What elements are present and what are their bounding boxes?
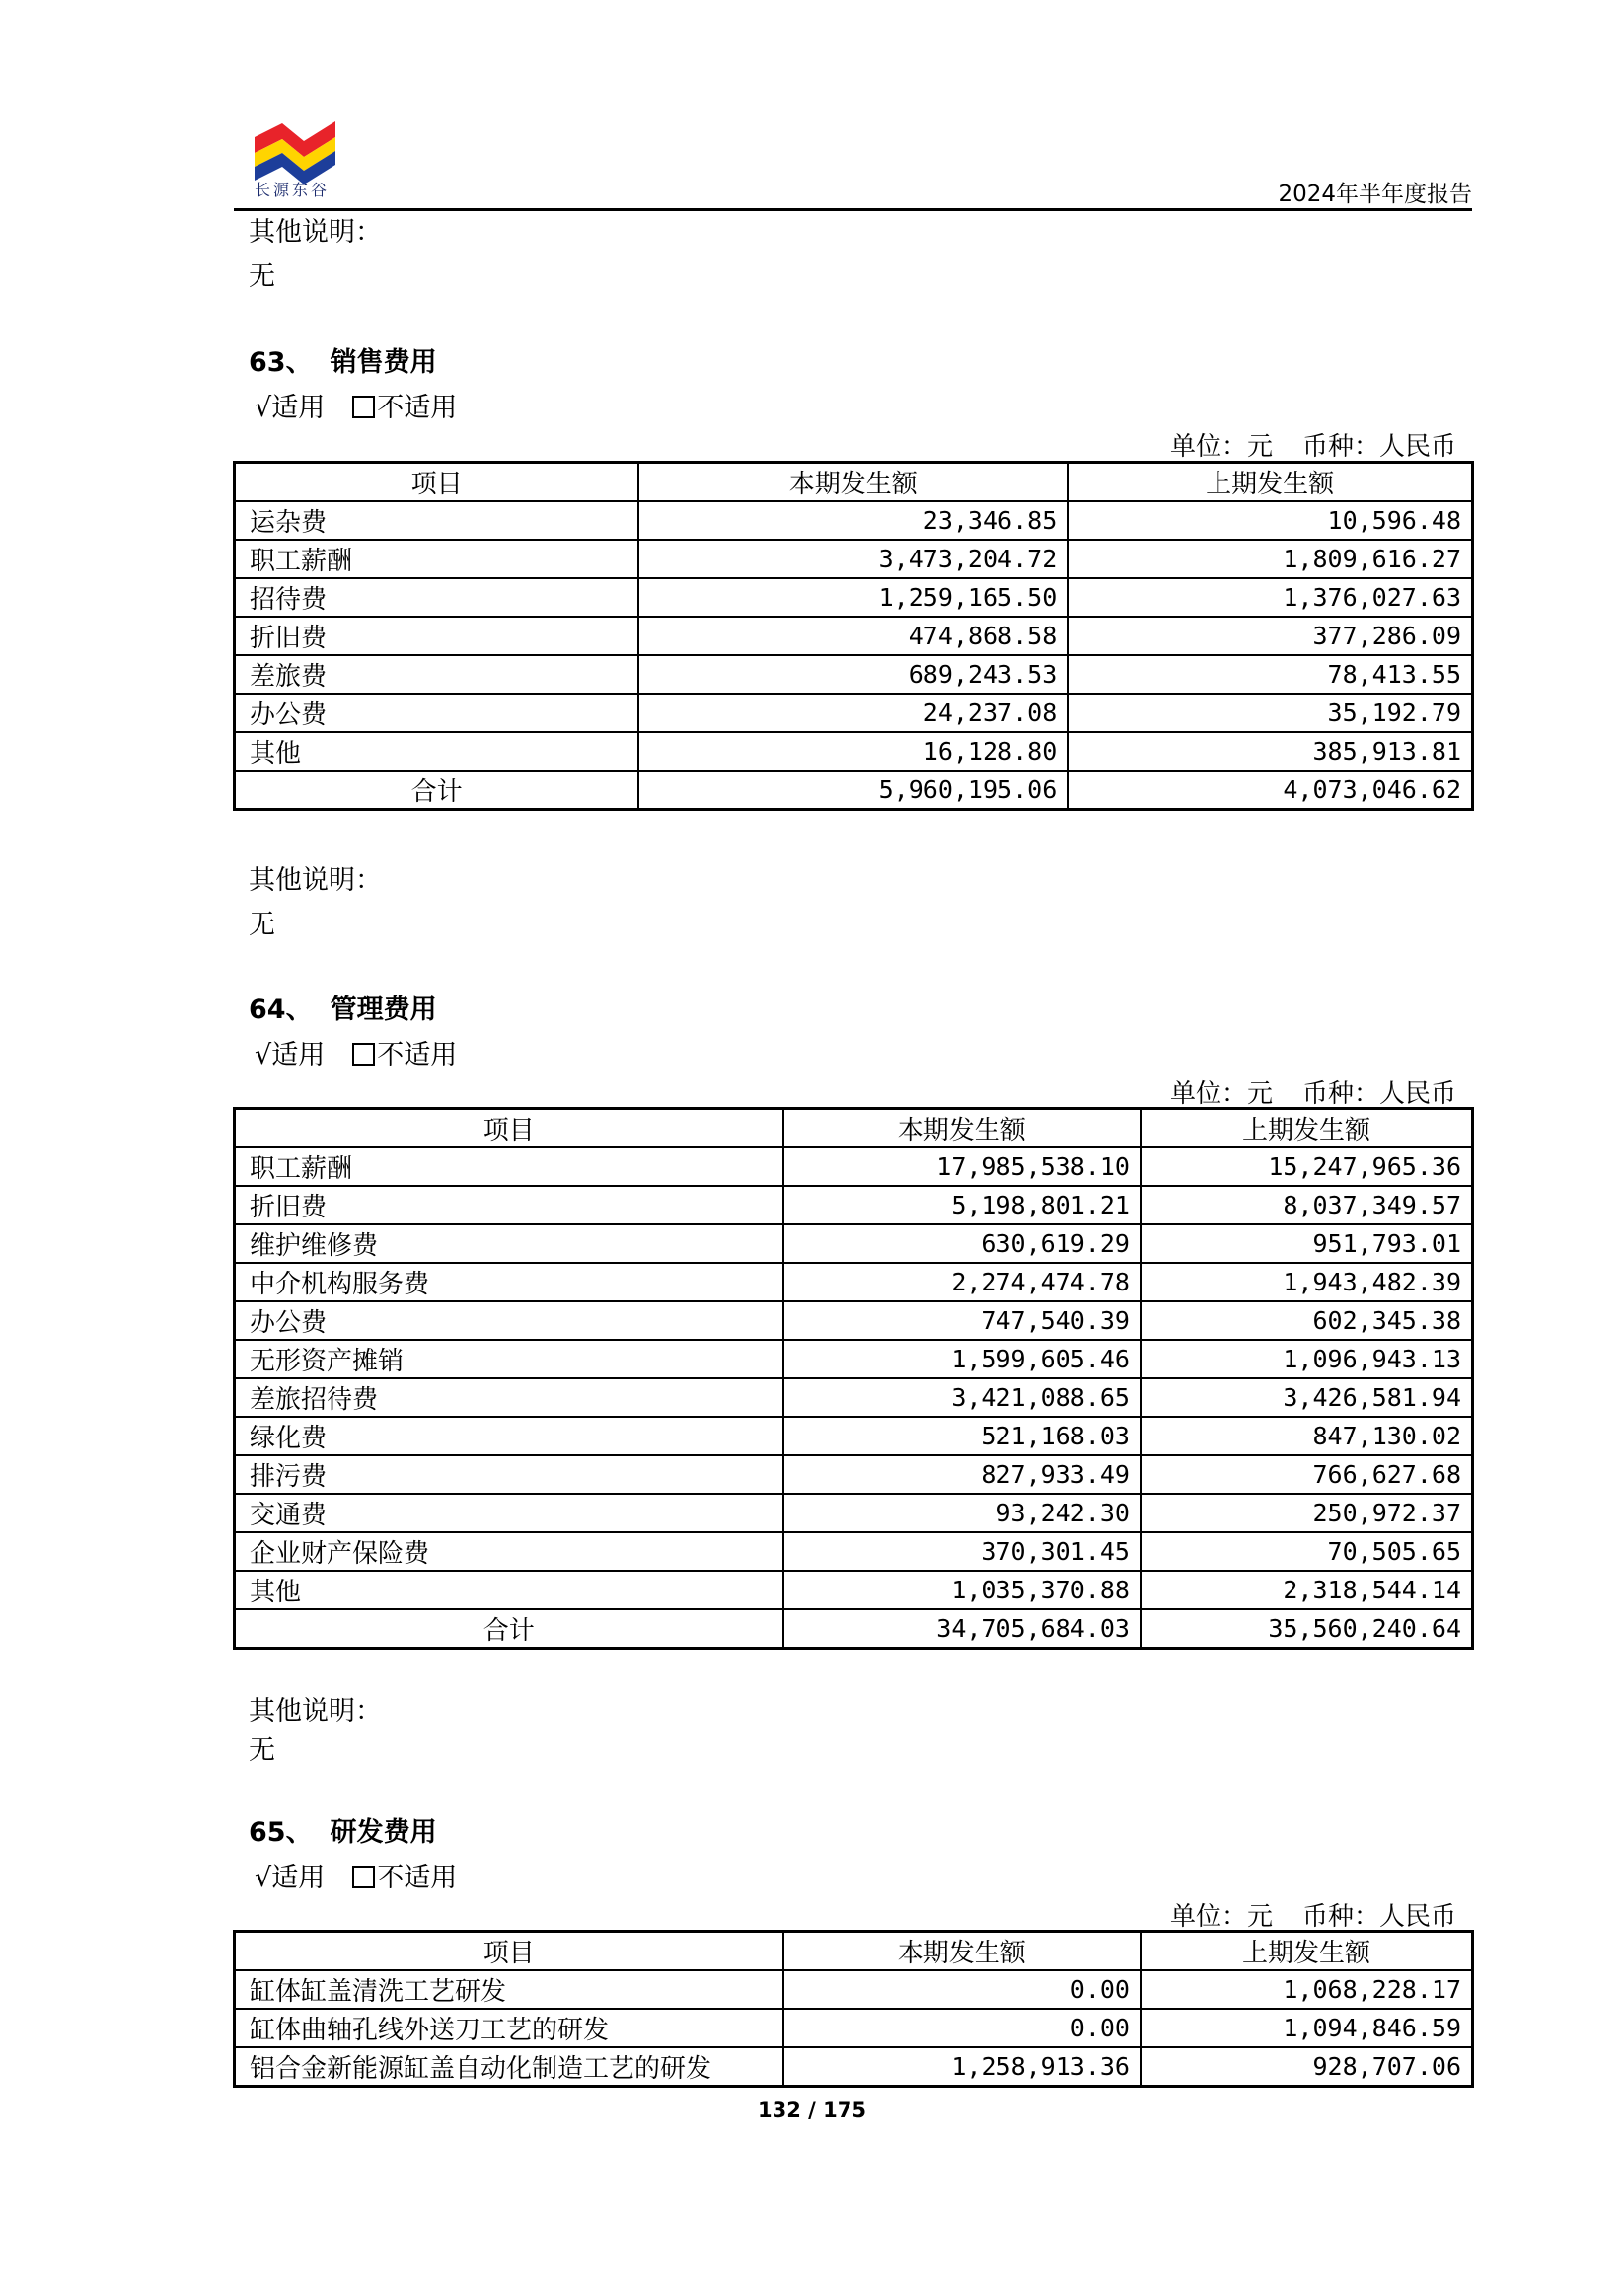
report-title: 2024年半年度报告 [1278,182,1472,207]
applicable-option: √适用 [255,1040,326,1070]
table-row [235,1263,1473,1301]
current-cell: 17,985,538.10 [783,1147,1141,1186]
applicable-option: √适用 [255,393,326,423]
section-title: 管理费用 [330,995,437,1025]
logo-text: 长源东谷 [255,181,331,199]
table-row [235,1378,1473,1417]
prior-cell: 928,707.06 [1141,2047,1473,2087]
table-row [235,617,1473,655]
item-cell: 办公费 [235,1301,783,1340]
other-notes-label: 其他说明： [249,1696,382,1727]
item-cell: 差旅费 [235,655,639,694]
current-cell: 827,933.49 [783,1455,1141,1494]
other-notes-label: 其他说明： [249,217,382,248]
table-row [235,2047,1473,2087]
prior-cell: 35,192.79 [1068,694,1472,732]
table-row [235,1224,1473,1263]
table-row [235,732,1473,771]
other-notes-text: 无 [249,1735,275,1766]
table-total-row [235,1609,1473,1649]
item-cell: 运杂费 [235,501,639,540]
current-cell: 0.00 [783,2009,1141,2047]
item-cell: 无形资产摊销 [235,1340,783,1378]
column-header: 上期发生额 [1141,1932,1473,1971]
prior-cell: 1,094,846.59 [1141,2009,1473,2047]
not-applicable-option: 不适用 [377,1863,458,1893]
table-header-row [235,1932,1473,1971]
other-notes-label: 其他说明： [249,865,382,896]
unit-line-65 [1170,1896,1456,1933]
prior-cell: 377,286.09 [1068,617,1472,655]
column-header: 上期发生额 [1068,463,1472,502]
item-cell: 缸体缸盖清洗工艺研发 [235,1970,783,2009]
rnd-expenses-table [233,1930,1474,2088]
column-header: 本期发生额 [783,1109,1141,1148]
prior-cell: 2,318,544.14 [1141,1571,1473,1609]
table-row [235,1147,1473,1186]
prior-cell: 766,627.68 [1141,1455,1473,1494]
prior-cell: 3,426,581.94 [1141,1378,1473,1417]
applicability-65 [255,1856,457,1894]
checkbox-icon [352,396,375,418]
section-number: 63、 [249,347,313,378]
current-cell: 0.00 [783,1970,1141,2009]
column-header: 本期发生额 [783,1932,1141,1971]
current-cell: 3,421,088.65 [783,1378,1141,1417]
current-cell: 630,619.29 [783,1224,1141,1263]
item-cell: 招待费 [235,578,639,617]
applicability-64 [255,1033,457,1071]
table-row [235,1417,1473,1455]
prior-cell: 951,793.01 [1141,1224,1473,1263]
total-prior: 4,073,046.62 [1068,771,1472,810]
section-heading-65 [249,1810,437,1849]
current-cell: 2,274,474.78 [783,1263,1141,1301]
item-cell: 中介机构服务费 [235,1263,783,1301]
header-divider [234,208,1472,211]
total-current: 5,960,195.06 [638,771,1068,810]
column-header: 项目 [235,1109,783,1148]
section-number: 65、 [249,1817,313,1848]
current-cell: 1,035,370.88 [783,1571,1141,1609]
table-row [235,1571,1473,1609]
column-header: 上期发生额 [1141,1109,1473,1148]
total-label: 合计 [235,1609,783,1649]
prior-cell: 250,972.37 [1141,1494,1473,1532]
total-prior: 35,560,240.64 [1141,1609,1473,1649]
section-heading-63 [249,340,437,379]
table-row [235,655,1473,694]
item-cell: 企业财产保险费 [235,1532,783,1571]
prior-cell: 15,247,965.36 [1141,1147,1473,1186]
prior-cell: 1,096,943.13 [1141,1340,1473,1378]
table-header-row [235,1109,1473,1148]
unit-label: 单位：元 [1169,432,1273,462]
prior-cell: 10,596.48 [1068,501,1472,540]
item-cell: 职工薪酬 [235,1147,783,1186]
total-label: 合计 [235,771,639,810]
table-row [235,1301,1473,1340]
unit-label: 单位：元 [1169,1902,1273,1932]
prior-cell: 78,413.55 [1068,655,1472,694]
currency-label: 币种：人民币 [1301,1902,1456,1932]
current-cell: 1,259,165.50 [638,578,1068,617]
current-cell: 474,868.58 [638,617,1068,655]
item-cell: 其他 [235,732,639,771]
table-row [235,1455,1473,1494]
prior-cell: 1,068,228.17 [1141,1970,1473,2009]
column-header: 本期发生额 [638,463,1068,502]
item-cell: 折旧费 [235,1186,783,1224]
item-cell: 缸体曲轴孔线外送刀工艺的研发 [235,2009,783,2047]
current-cell: 5,198,801.21 [783,1186,1141,1224]
section-number: 64、 [249,995,313,1025]
prior-cell: 8,037,349.57 [1141,1186,1473,1224]
checkbox-icon [352,1866,375,1888]
item-cell: 维护维修费 [235,1224,783,1263]
column-header: 项目 [235,1932,783,1971]
not-applicable-option: 不适用 [377,393,458,423]
item-cell: 铝合金新能源缸盖自动化制造工艺的研发 [235,2047,783,2087]
section-heading-64 [249,988,437,1026]
current-cell: 3,473,204.72 [638,540,1068,578]
table-row [235,540,1473,578]
prior-cell: 847,130.02 [1141,1417,1473,1455]
table-header-row [235,463,1473,502]
item-cell: 绿化费 [235,1417,783,1455]
not-applicable-option: 不适用 [377,1040,458,1070]
current-cell: 1,599,605.46 [783,1340,1141,1378]
selling-expenses-table [233,461,1474,811]
prior-cell: 1,809,616.27 [1068,540,1472,578]
current-cell: 24,237.08 [638,694,1068,732]
table-row [235,501,1473,540]
page-number: 132 / 175 [758,2099,866,2122]
table-row [235,1532,1473,1571]
unit-line-63 [1170,426,1456,463]
item-cell: 交通费 [235,1494,783,1532]
prior-cell: 1,943,482.39 [1141,1263,1473,1301]
table-row [235,2009,1473,2047]
current-cell: 689,243.53 [638,655,1068,694]
current-cell: 521,168.03 [783,1417,1141,1455]
admin-expenses-table [233,1107,1474,1650]
current-cell: 370,301.45 [783,1532,1141,1571]
checkbox-icon [352,1043,375,1066]
applicability-63 [255,386,457,424]
current-cell: 23,346.85 [638,501,1068,540]
prior-cell: 1,376,027.63 [1068,578,1472,617]
current-cell: 16,128.80 [638,732,1068,771]
prior-cell: 385,913.81 [1068,732,1472,771]
item-cell: 其他 [235,1571,783,1609]
table-row [235,578,1473,617]
table-row [235,694,1473,732]
prior-cell: 602,345.38 [1141,1301,1473,1340]
section-title: 销售费用 [330,347,437,378]
section-title: 研发费用 [330,1817,437,1848]
unit-line-64 [1170,1073,1456,1110]
current-cell: 1,258,913.36 [783,2047,1141,2087]
prior-cell: 70,505.65 [1141,1532,1473,1571]
total-current: 34,705,684.03 [783,1609,1141,1649]
other-notes-text: 无 [249,910,275,940]
table-total-row [235,771,1473,810]
table-row [235,1186,1473,1224]
current-cell: 93,242.30 [783,1494,1141,1532]
item-cell: 办公费 [235,694,639,732]
unit-label: 单位：元 [1169,1079,1273,1109]
table-row [235,1970,1473,2009]
currency-label: 币种：人民币 [1301,432,1456,462]
item-cell: 差旅招待费 [235,1378,783,1417]
current-cell: 747,540.39 [783,1301,1141,1340]
applicable-option: √适用 [255,1863,326,1893]
currency-label: 币种：人民币 [1301,1079,1456,1109]
table-row [235,1494,1473,1532]
other-notes-text: 无 [249,261,275,292]
item-cell: 排污费 [235,1455,783,1494]
column-header: 项目 [235,463,639,502]
table-row [235,1340,1473,1378]
item-cell: 职工薪酬 [235,540,639,578]
item-cell: 折旧费 [235,617,639,655]
